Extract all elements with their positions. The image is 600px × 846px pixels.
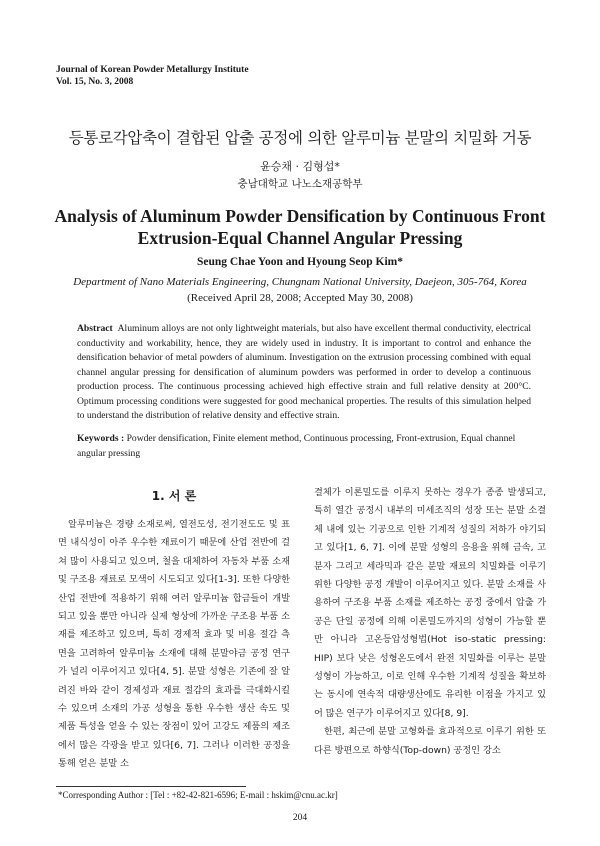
korean-authors: 윤승채 · 김형섭*: [260, 160, 340, 173]
body-paragraph: 한편, 최근에 분말 고형화를 효과적으로 이루기 위한 또 다른 방편으로 하향식(Top-down) 공정인 강소: [314, 726, 546, 756]
journal-name: Journal of Korean Powder Metallurgy Institute: [56, 65, 249, 75]
abstract-text: Aluminum alloys are not only lightweight materials, but also have excellent thermal conductivity, electrical conductivity and workability, hence, they are widely used in industry. It is important to control and enhance the densification behavior of metal powders of aluminum. Investigation on the extrusion processing combined with equal channel angular pressing for densification of aluminum powders was performed in order to develop a continuous production process. The continuous processing achieved high effective strain and full relative density at 200°C. Optimum processing conditions were suggested for good mechanical properties. The results of this simulation helped to understand the distribution of relative density and effective strain.: [77, 323, 531, 421]
body-paragraph: 결체가 이론밀도를 이루지 못하는 경우가 종종 발생되고, 특히 열간 공정시 내부의 미세조직의 성장 또는 분말 소결체 내에 있는 기공으로 인한 기계적 성질의 저하가 야기되고 있다[1, 6, 7]. 이에 분말 성형의 응용을 위해 금속, 고분자 그리고 세라믹과 같은 분말 재료의 치밀화를 이루기 위한 다양한 공정 개발이 이루어지고 있다. 분말 소재를 사용하여 구조용 부품 소재를 제조하는 공정 중에서 압출 가공은 단일 공정에 의해 이론밀도까지의 성형이 가능할 뿐만 아니라 고온등압성형법(Hot iso-static pressing: HIP) 보다 낮은 성형온도에서 완전 치밀화를 이루는 분말성형이 가능하고, 이로 인해 우수한 기계적 성질을 확보하는 동시에 연속적 대량생산에도 유리한 이점을 가지고 있어 많은 연구가 이루어지고 있다[8, 9].: [314, 487, 546, 719]
journal-volume: Vol. 15, No. 3, 2008: [56, 77, 134, 87]
journal-header: [56, 64, 249, 88]
english-affiliation: Department of Nano Materials Engineering, Chungnam National University, Daejeon, 305-764, Korea: [73, 276, 527, 288]
body-column-right: [314, 484, 546, 760]
received-dates: (Received April 28, 2008; Accepted May 30, 2008): [187, 292, 413, 304]
page-number: 204: [292, 813, 308, 823]
english-title: Analysis of Aluminum Powder Densification by Continuous Front Extrusion-Equal Channel Angular Pressing: [54, 206, 546, 248]
korean-affiliation: 충남대학교 나노소재공학부: [237, 178, 363, 190]
corresponding-author-footnote: *Corresponding Author : [Tel : +82-42-821-6596; E-mail : hskim@cnu.ac.kr]: [58, 790, 338, 800]
section-title-introduction: 1. 서 론: [151, 489, 197, 503]
korean-title: 등통로각압축이 결합된 압출 공정에 의한 알루미늄 분말의 치밀화 거동: [68, 129, 532, 147]
body-paragraph: 알루미늄은 경량 소재로써, 열전도성, 전기전도도 및 표면 내식성이 아주 우수한 재료이기 때문에 산업 전반에 걸쳐 많이 사용되고 있으며, 철을 대체하여 자동차 부품 소재 및 구조용 재료로 모색이 시도되고 있다[1-3]. 또한 다양한 산업 전반에 적용하기 위해 여러 알루미늄 합금들이 개발되고 있을 뿐만 아니라 실제 형상에 가까운 구조용 부품 소재를 제조하고 있으며, 특히 경제적 효과 및 비용 절감 측면을 고려하여 알루미늄 소재에 대해 분말야금 공정 연구가 널리 이루어지고 있다[4, 5]. 분말 성형은 기존에 잘 알려진 바와 같이 경제성과 재료 절감의 효과를 극대화시킬 수 있으며 소재의 가공 성형을 통한 우수한 생산 속도 및 제품 특성을 얻을 수 있는 장점이 있어 고강도 제품의 제조에서 많은 각광을 받고 있다[6, 7]. 그러나 이러한 공정을 통해 얻은 분말 소: [58, 519, 290, 770]
keywords: [77, 432, 531, 461]
english-authors: Seung Chae Yoon and Hyoung Seop Kim*: [197, 256, 403, 268]
abstract: [77, 322, 531, 424]
body-column-left: [58, 484, 290, 774]
keywords-label: Keywords :: [77, 433, 125, 444]
abstract-label: Abstract: [77, 323, 113, 334]
footnote-rule: [56, 786, 246, 787]
keywords-text: Powder densification, Finite element method, Continuous processing, Front-extrusion, Equal channel angular pressing: [77, 433, 516, 459]
